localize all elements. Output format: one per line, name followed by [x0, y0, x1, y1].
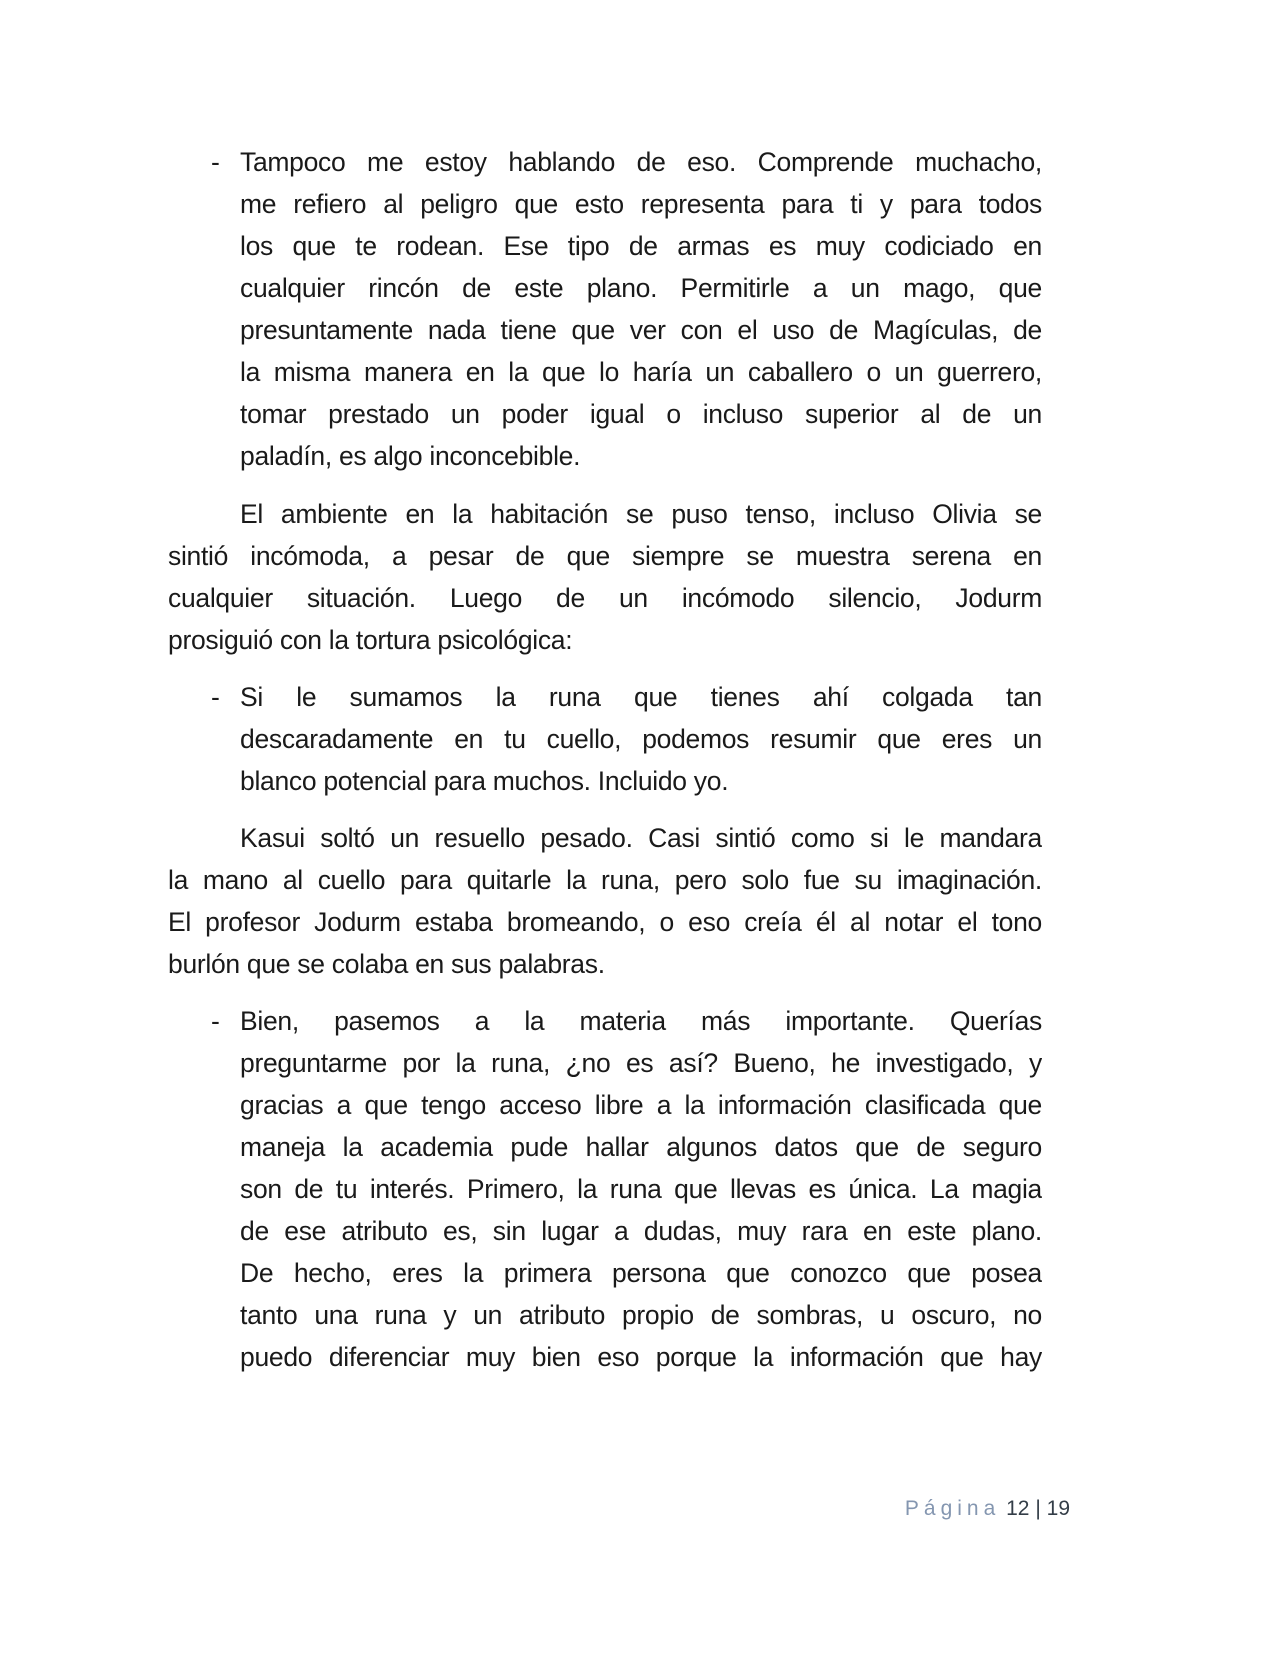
text-line: El ambiente en la habitación se puso tenso, incluso Olivia se: [240, 499, 1042, 529]
text-line: De hecho, eres la primera persona que conozco que posea: [240, 1258, 1042, 1288]
text-line: blanco potencial para muchos. Incluido yo.: [240, 766, 729, 796]
text-line: tanto una runa y un atributo propio de sombras, u oscuro, no: [240, 1300, 1042, 1330]
total-pages: 19: [1046, 1497, 1070, 1520]
text-line: la misma manera en la que lo haría un caballero o un guerrero,: [240, 357, 1042, 387]
text-line: sintió incómoda, a pesar de que siempre se muestra serena en: [168, 541, 1042, 571]
text-line: los que te rodean. Ese tipo de armas es muy codiciado en: [240, 231, 1042, 261]
text-line: paladín, es algo inconcebible.: [240, 441, 581, 471]
text-line: Si le sumamos la runa que tienes ahí colgada tan: [240, 682, 1042, 712]
page-separator: |: [1035, 1497, 1041, 1520]
page-number: 12: [1006, 1497, 1030, 1520]
text-line: me refiero al peligro que esto representa para ti y para todos: [240, 189, 1042, 219]
text-line: prosiguió con la tortura psicológica:: [168, 625, 573, 655]
text-line: preguntarme por la runa, ¿no es así? Bueno, he investigado, y: [240, 1048, 1042, 1078]
text-line: de ese atributo es, sin lugar a dudas, muy rara en este plano.: [240, 1216, 1042, 1246]
text-line: puedo diferenciar muy bien eso porque la información que hay: [240, 1342, 1042, 1372]
text-line: El profesor Jodurm estaba bromeando, o eso creía él al notar el tono: [168, 907, 1042, 937]
text-line: Tampoco me estoy hablando de eso. Comprende muchacho,: [240, 147, 1042, 177]
text-line: la mano al cuello para quitarle la runa, pero solo fue su imaginación.: [168, 865, 1042, 895]
text-line: Kasui soltó un resuello pesado. Casi sintió como si le mandara: [240, 823, 1042, 853]
text-line: cualquier situación. Luego de un incómodo silencio, Jodurm: [168, 583, 1042, 613]
dialogue-dash: -: [211, 147, 220, 177]
page-label: Página: [904, 1497, 1001, 1520]
text-line: burlón que se colaba en sus palabras.: [168, 949, 605, 979]
text-line: cualquier rincón de este plano. Permitirle a un mago, que: [240, 273, 1042, 303]
text-line: Bien, pasemos a la materia más importante. Querías: [240, 1006, 1042, 1036]
dialogue-dash: -: [211, 1006, 220, 1036]
text-line: gracias a que tengo acceso libre a la información clasificada que: [240, 1090, 1042, 1120]
text-line: tomar prestado un poder igual o incluso superior al de un: [240, 399, 1042, 429]
dialogue-dash: -: [211, 682, 220, 712]
text-line: maneja la academia pude hallar algunos datos que de seguro: [240, 1132, 1042, 1162]
text-line: son de tu interés. Primero, la runa que llevas es única. La magia: [240, 1174, 1042, 1204]
text-line: descaradamente en tu cuello, podemos resumir que eres un: [240, 724, 1042, 754]
text-line: presuntamente nada tiene que ver con el uso de Magículas, de: [240, 315, 1042, 345]
page-footer: [0, 1497, 1070, 1521]
